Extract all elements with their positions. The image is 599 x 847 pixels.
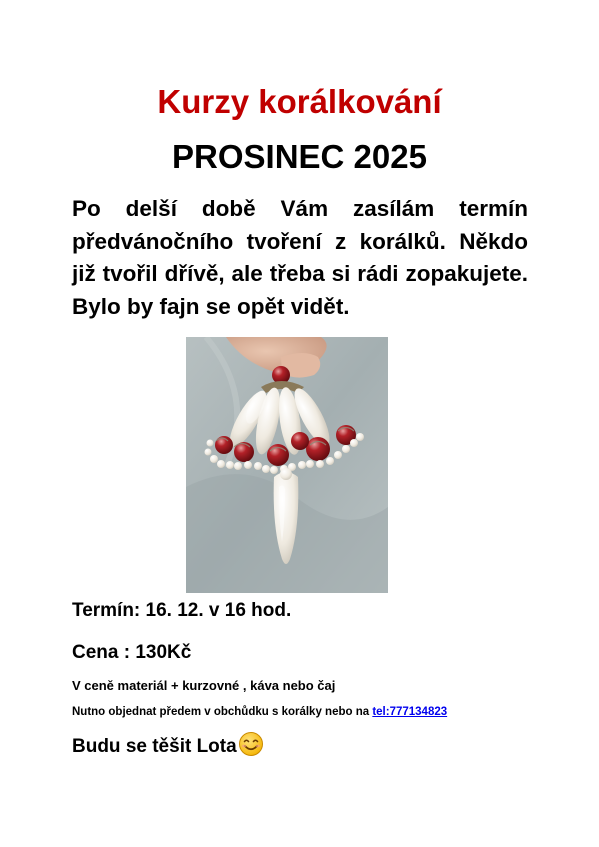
price-includes-note: V ceně materiál + kurzovné , káva nebo čaj [72,678,336,693]
intro-paragraph: Po delší době Vám zasílám termín předvánočního tvoření z korálků. Někdo již tvořil dřívě, ale třeba si rádi zopakujete. Bylo by fajn se opět vidět. [72,196,528,319]
course-date: Termín: 16. 12. v 16 hod. [72,600,292,621]
course-price: Cena : 130Kč [72,642,192,663]
order-note [72,704,447,720]
flyer-title: Kurzy korálkování [157,83,442,120]
signoff-text: Budu se těšit Lota [72,736,237,757]
phone-link[interactable]: tel:777134823 [372,706,448,718]
order-note-text: Nutno objednat předem v obchůdku s korálky nebo na [72,706,373,718]
beaded-ornament-photo [186,337,388,593]
signoff [72,731,264,765]
smiling-face-icon [238,731,264,765]
flyer-subtitle: PROSINEC 2025 [172,138,427,175]
